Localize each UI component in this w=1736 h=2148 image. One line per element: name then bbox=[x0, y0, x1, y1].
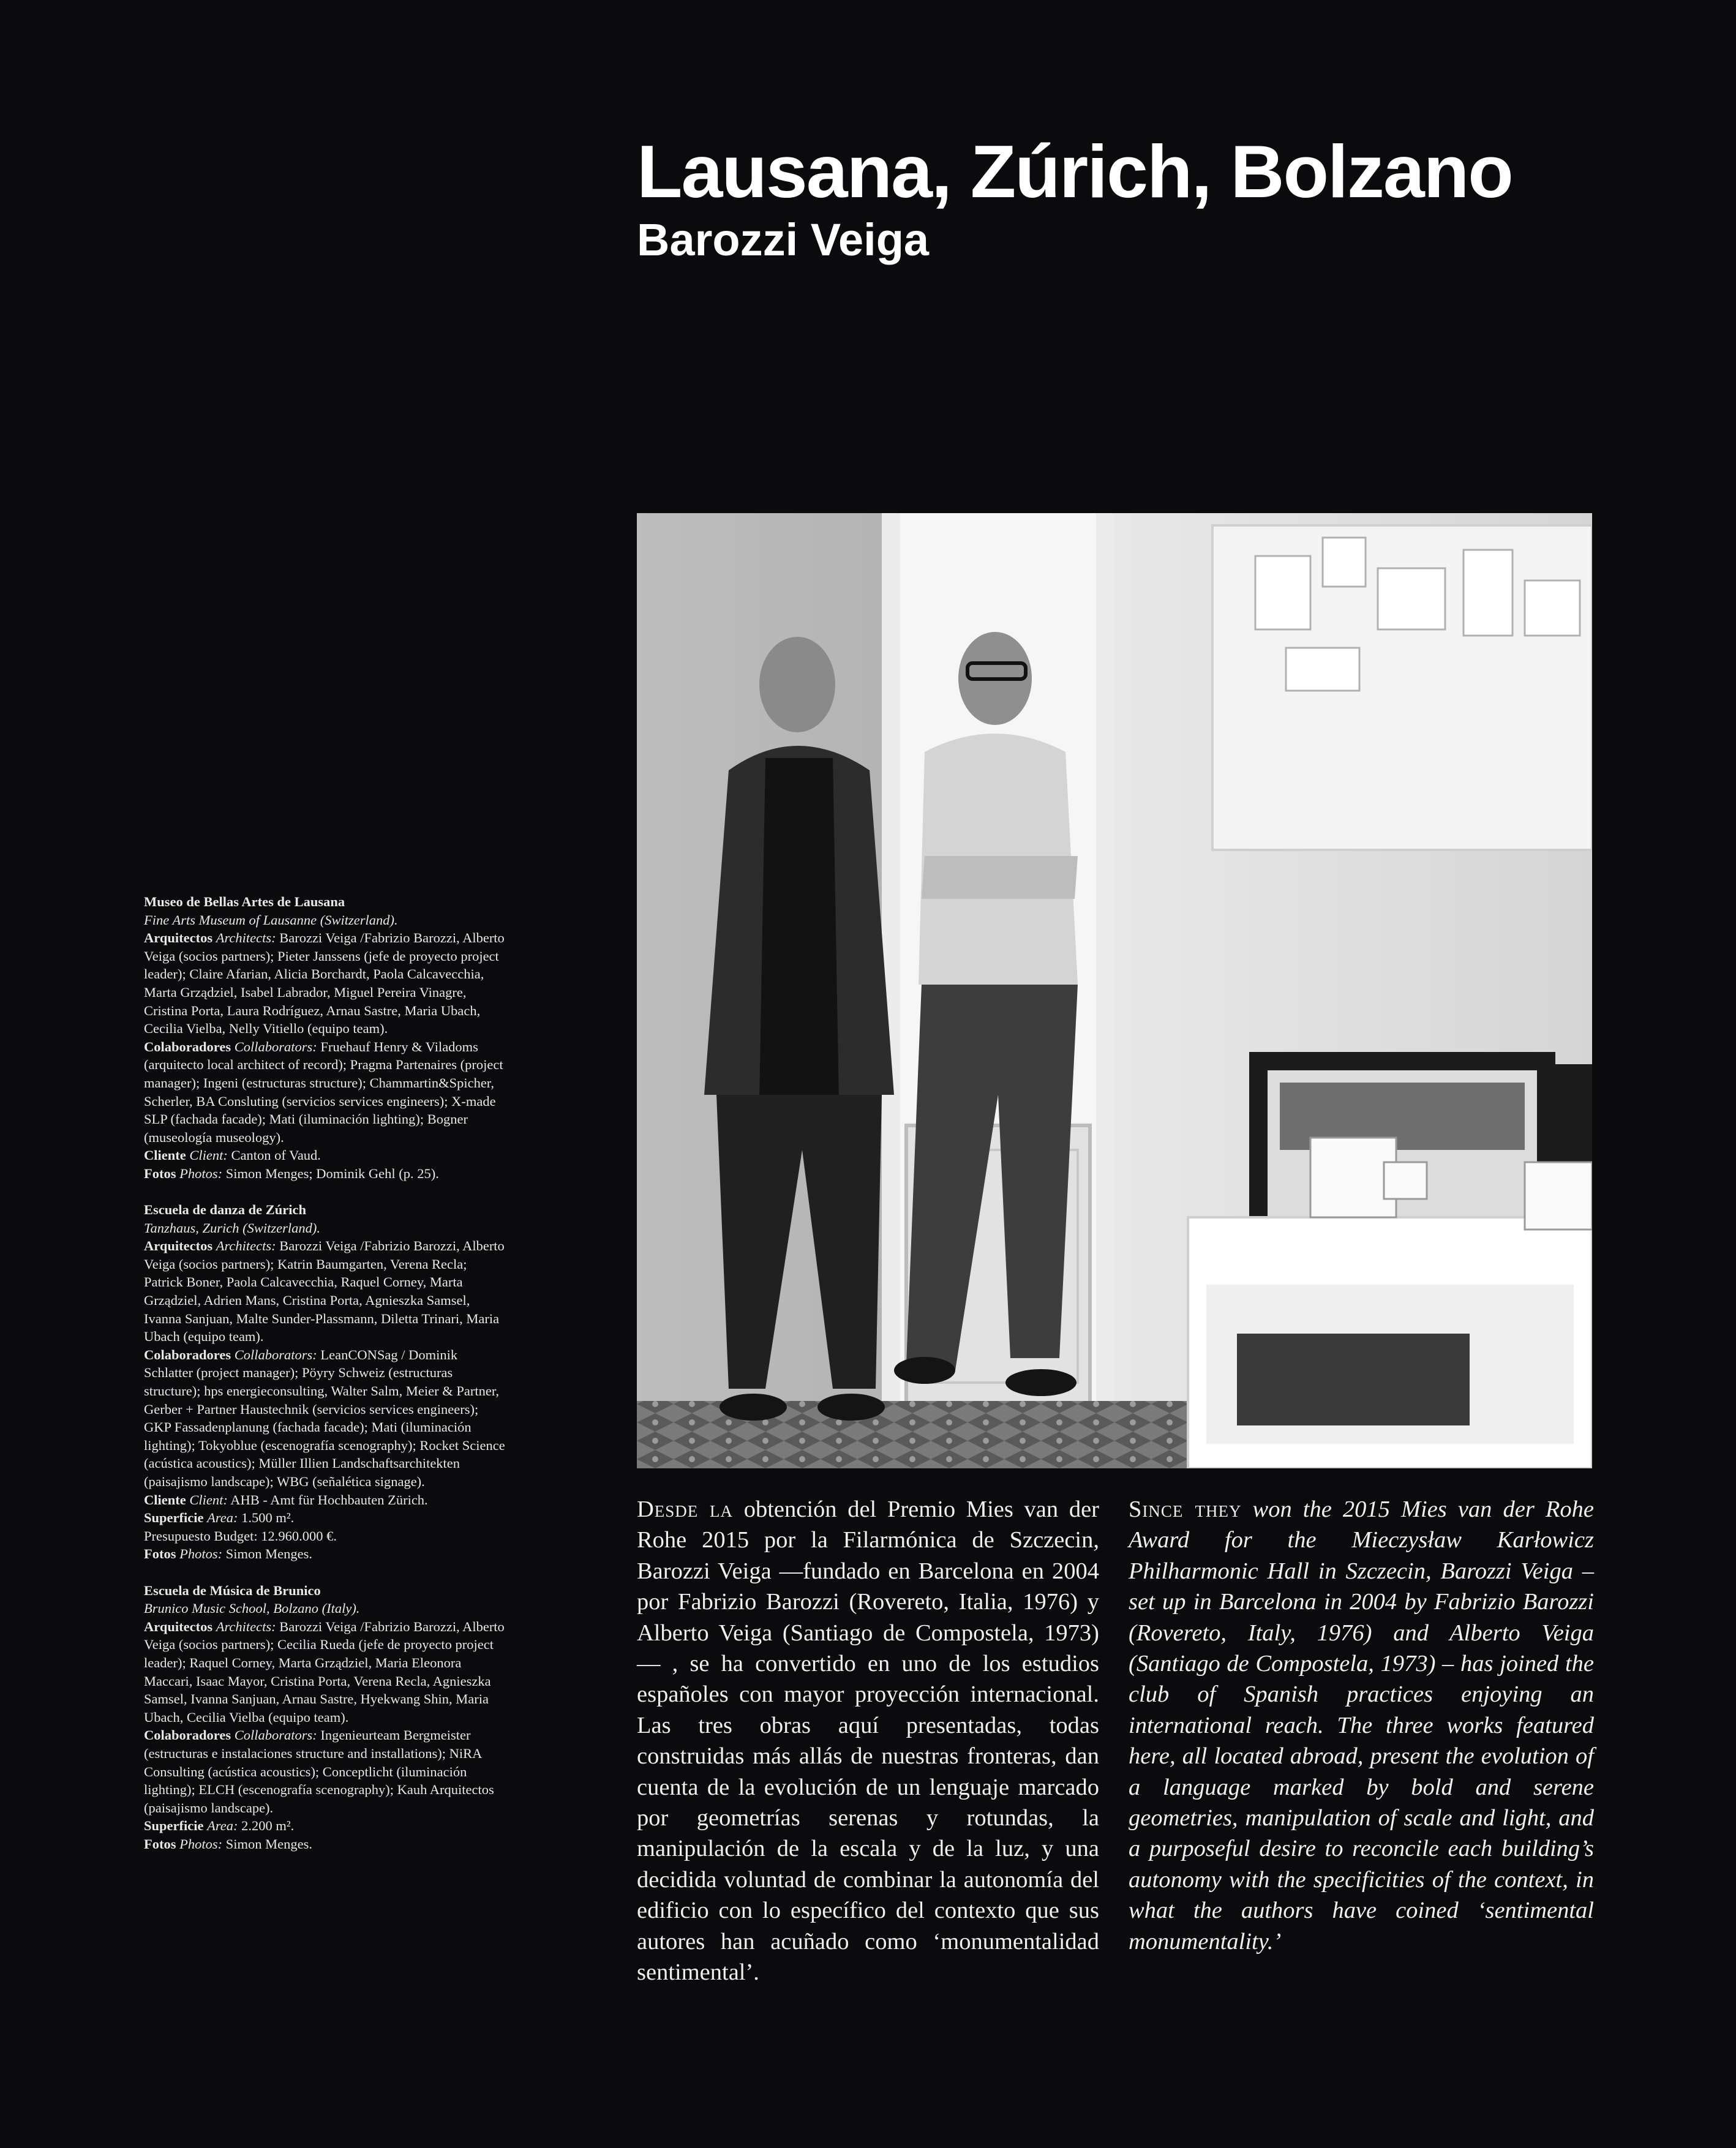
credit-line: Colaboradores Collaborators: LeanCONSag / Dominik Schlatter (project manager); Pöyry Schweiz (estructuras structure); hps energieconsulting, Walter Salm, Meier & Partner, Gerber + Partner Haustechnik (servicios services engineers); GKP Fassadenplanung (fachada facade); Mati (iluminación lighting); Tokyoblue (escenografía scenography); Rocket Science (acústica acoustics); Müller Illien Landschaftsarchitekten (paisajismo landscape); WBG (señalética signage). bbox=[144, 1346, 505, 1489]
credits-zurich bbox=[144, 1201, 505, 1563]
project-name-en: Fine Arts Museum of Lausanne (Switzerland). bbox=[144, 912, 398, 928]
header bbox=[637, 132, 1629, 266]
credit-line: Arquitectos Architects: Barozzi Veiga /Fabrizio Barozzi, Alberto Veiga (socios partners); Cecilia Rueda (jefe de proyecto project leader); Raquel Corney, Marta Grządziel, Maria Eleonora Maccari, Isaac Mayor, Cristina Porta, Verena Recla, Agnieszka Samsel, Ivanna Sanjuan, Arnau Sastre, Hyekwang Shin, Maria Ubach, Cecilia Vielba (equipo team). bbox=[144, 1618, 505, 1725]
project-name-en: Brunico Music School, Bolzano (Italy). bbox=[144, 1601, 360, 1617]
credits-lausanne bbox=[144, 893, 505, 1183]
body-paragraph: obtención del Premio Mies van der Rohe 2015 por la Filarmónica de Szczecin, Barozzi Veiga —fundado en Barcelona en 2004 por Fabrizio Barozzi (Rovereto, Italia, 1976) y Alberto Veiga (Santiago de Compostela, 1973)— , se ha convertido en uno de los estudios españoles con mayor proyección internacional. Las tres obras aquí presentadas, todas construidas más allás de nuestras fronteras, dan cuenta de la evolución de un lenguaje marcado por geometrías serenas y rotundas, la manipulación de la escala y de la luz, y una decidida voluntad de combinar la autonomía del edificio con lo específico del contexto que sus autores han acuñado como ‘monumentalidad sentimental’. bbox=[637, 1496, 1100, 1986]
credit-line: Fotos Photos: Simon Menges. bbox=[144, 1836, 313, 1852]
project-name: Escuela de Música de Brunico bbox=[144, 1582, 321, 1598]
credit-line: Cliente Client: AHB - Amt für Hochbauten Zürich. bbox=[144, 1492, 428, 1508]
body-text-english bbox=[1129, 1494, 1594, 1957]
credit-line: Colaboradores Collaborators: Ingenieurteam Bergmeister (estructuras e instalaciones structure and installations); NiRA Consulting (acústica acoustics); Conceptlicht (iluminación lighting); ELCH (escenografía scenography); Kauh Arquitectos (paisajismo landscape). bbox=[144, 1727, 494, 1816]
credit-line: Superficie Area: 2.200 m². bbox=[144, 1818, 295, 1834]
credit-line: Superficie Area: 1.500 m². bbox=[144, 1510, 295, 1526]
credit-line: Colaboradores Collaborators: Fruehauf Henry & Viladoms (arquitecto local architect of record); Pragma Partenaires (project manager); Ingeni (estructuras structure); Chammartin&Spicher, Scherler, BA Consluting (servicios services engineers); X-made SLP (fachada facade); Mati (iluminación lighting); Bogner (museología museology). bbox=[144, 1038, 503, 1145]
body-paragraph: won the 2015 Mies van der Rohe Award for the Mieczysław Karłowicz Philharmonic Hall in Szczecin, Barozzi Veiga – set up in Barcelona in 2004 by Fabrizio Barozzi (Rovereto, Italy, 1976) and Alberto Veiga (Santiago de Compostela, 1973) – has joined the club of Spanish practices enjoying an international reach. The three works featured here, all located abroad, present the evolution of a language marked by bold and serene geometries, manipulation of scale and light, and a purposeful desire to reconcile each building’s autonomy with the specificities of the context, in what the authors have coined ‘sentimental monumentality.’ bbox=[1129, 1496, 1594, 1955]
credit-line: Cliente Client: Canton of Vaud. bbox=[144, 1147, 321, 1163]
credit-line: Fotos Photos: Simon Menges. bbox=[144, 1546, 313, 1562]
project-name: Museo de Bellas Artes de Lausana bbox=[144, 894, 345, 909]
project-name: Escuela de danza de Zúrich bbox=[144, 1202, 307, 1218]
credits-brunico bbox=[144, 1582, 505, 1853]
credit-line: Arquitectos Architects: Barozzi Veiga /Fabrizio Barozzi, Alberto Veiga (socios partners); Pieter Janssens (jefe de proyecto project leader); Claire Afarian, Alicia Borchardt, Paola Calcavecchia, Marta Grządziel, Isabel Labrador, Miguel Pereira Vinagre, Cristina Porta, Laura Rodríguez, Arnau Sastre, Maria Ubach, Cecilia Vielba, Nelly Vitiello (equipo team). bbox=[144, 930, 505, 1037]
page-subtitle: Barozzi Veiga bbox=[637, 214, 930, 265]
lead-in: Desde la bbox=[637, 1496, 733, 1522]
project-credits bbox=[144, 893, 505, 1871]
lead-in: Since they bbox=[1129, 1496, 1242, 1522]
portrait-photo bbox=[637, 513, 1592, 1468]
project-name-en: Tanzhaus, Zurich (Switzerland). bbox=[144, 1220, 320, 1236]
credit-line: Fotos Photos: Simon Menges; Dominik Gehl (p. 25). bbox=[144, 1165, 439, 1181]
credit-line: Arquitectos Architects: Barozzi Veiga /Fabrizio Barozzi, Alberto Veiga (socios partners); Katrin Baumgarten, Verena Recla; Patrick Boner, Paola Calcavecchia, Raquel Corney, Marta Grządziel, Adrien Mans, Cristina Porta, Agnieszka Samsel, Ivanna Sanjuan, Malte Sunder-Plassmann, Diletta Trinari, Maria Ubach (equipo team). bbox=[144, 1238, 505, 1345]
credit-line: Presupuesto Budget: 12.960.000 €. bbox=[144, 1528, 337, 1544]
portrait-photo-illustration bbox=[637, 513, 1592, 1468]
body-text-spanish bbox=[637, 1494, 1099, 1988]
page-title: Lausana, Zúrich, Bolzano bbox=[637, 130, 1512, 213]
